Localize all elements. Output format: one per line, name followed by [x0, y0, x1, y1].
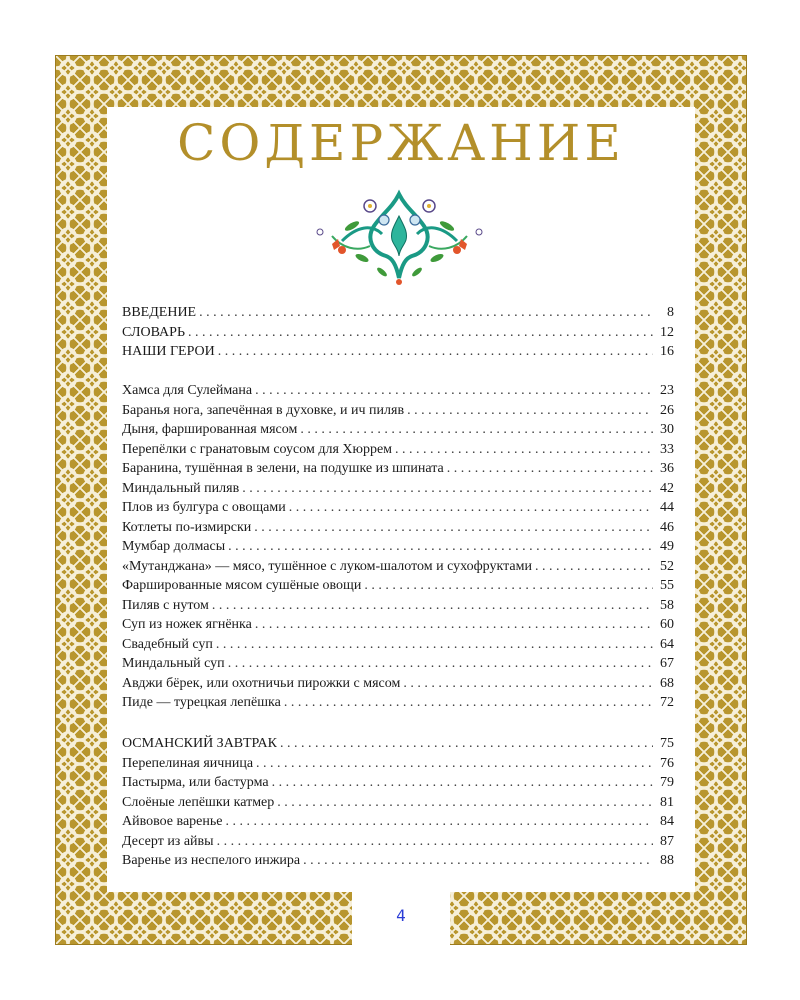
- toc-entry: Фаршированные мясом сушёные овощи . . . 55: [122, 576, 674, 596]
- toc-entry: ОСМАНСКИЙ ЗАВТРАК . . . 75: [122, 734, 674, 754]
- toc-entry: Миндальный суп . . . 67: [122, 654, 674, 674]
- toc-entry: «Мутанджана» — мясо, тушённое с луком-шалотом и сухофруктами . . . 52: [122, 557, 674, 577]
- toc-entry: Пиляв с нутом . . . 58: [122, 596, 674, 616]
- toc-entry: Пиде — турецкая лепёшка . . . 72: [122, 693, 674, 713]
- toc-entry: СЛОВАРЬ . . . 12: [122, 323, 674, 343]
- toc-entry: Баранина, тушённая в зелени, на подушке из шпината . . . 36: [122, 459, 674, 479]
- toc-entry: Мумбар долмасы . . . 49: [122, 537, 674, 557]
- toc-entry: Миндальный пиляв . . . 42: [122, 479, 674, 499]
- toc-section-intro: [122, 303, 674, 362]
- toc-entry: НАШИ ГЕРОИ . . . 16: [122, 342, 674, 362]
- toc-entry: Свадебный суп . . . 64: [122, 635, 674, 655]
- toc-entry: Авджи бёрек, или охотничьи пирожки с мясом . . . 68: [122, 674, 674, 694]
- toc-entry: Пастырма, или бастурма . . . 79: [122, 773, 674, 793]
- toc-entry: Слоёные лепёшки катмер . . . 81: [122, 793, 674, 813]
- toc-section-breakfast: [122, 734, 674, 871]
- toc-section-recipes: [122, 381, 674, 713]
- toc-entry: Хамса для Сулеймана . . . 23: [122, 381, 674, 401]
- toc-entry: Суп из ножек ягнёнка . . . 60: [122, 615, 674, 635]
- toc-entry: Баранья нога, запечённая в духовке, и ич пиляв . . . 26: [122, 401, 674, 421]
- toc-entry: ВВЕДЕНИЕ . . . 8: [122, 303, 674, 323]
- toc-entry: Варенье из неспелого инжира . . . 88: [122, 851, 674, 871]
- toc-entry: Плов из булгура с овощами . . . 44: [122, 498, 674, 518]
- toc-entry: Перепёлки с гранатовым соусом для Хюррем . . . 33: [122, 440, 674, 460]
- toc-entry: Айвовое варенье . . . 84: [122, 812, 674, 832]
- toc-entry: Дыня, фаршированная мясом . . . 30: [122, 420, 674, 440]
- toc-entry: Десерт из айвы . . . 87: [122, 832, 674, 852]
- floral-arabesque-icon: [312, 186, 487, 288]
- toc-entry: Котлеты по-измирски . . . 46: [122, 518, 674, 538]
- toc-entry: Перепелиная яичница . . . 76: [122, 754, 674, 774]
- page-number: 4: [396, 906, 406, 925]
- page-title: СОДЕРЖАНИЕ: [177, 114, 625, 172]
